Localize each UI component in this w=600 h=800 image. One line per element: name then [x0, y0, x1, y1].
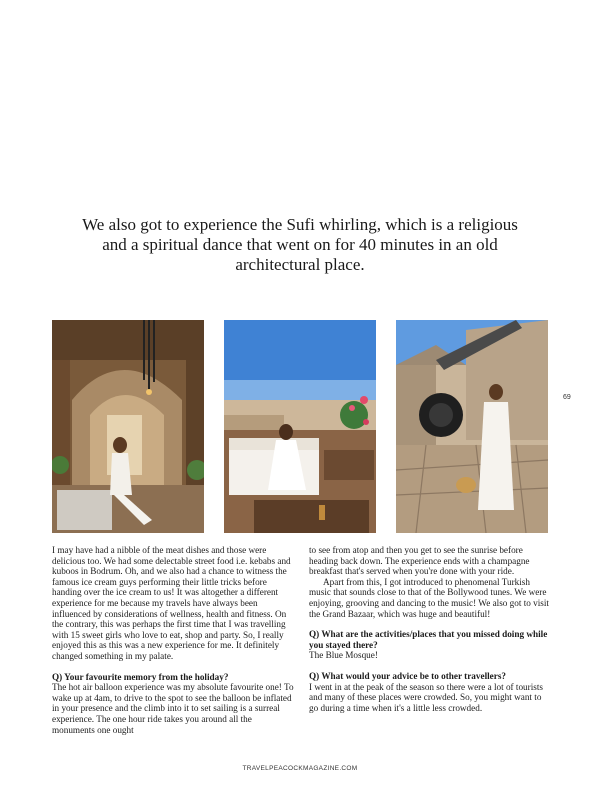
photo-stone-courtyard-chandelier: [52, 320, 204, 533]
footer-website: TRAVELPEACOCKMAGAZINE.COM: [242, 765, 358, 772]
body-paragraph: I may have had a nibble of the meat dishes and those were delicious too. We had some delectable street food i.e. kebabs and kuboos in Bodrum. Oh, and we also had a chance to witness the famous ice cream guys performing their little tricks before handing over the ice cream to us! It was altogether a different experience for me because my travels have always been influenced by considerations of wellness, health and fitness. On the contrary, this was perhaps the first time that I was travelling with 15 sweet girls who love to eat, shop and party. So, I really enjoyed this as this was a new experience for me. It definitely changed something in my palate.: [52, 545, 291, 661]
article-column-left: [52, 545, 295, 735]
page-number: 69: [563, 394, 571, 401]
photo-cave-hotel-stairway: [396, 320, 548, 533]
photo-rooftop-terrace-lounge: [224, 320, 376, 533]
interview-answer: The Blue Mosque!: [309, 650, 378, 661]
interview-question: Q) Your favourite memory from the holiday?: [52, 671, 229, 682]
interview-answer: I went in at the peak of the season so there were a lot of tourists and many of these places were crowded. So, you might want to go during a time when it's a little less crowded.: [309, 681, 543, 713]
body-paragraph: Apart from this, I got introduced to phenomenal Turkish music that sounds close to that of the Bollywood tunes. We were enjoying, grooving and dancing to the music! We also got to visit the Grand Bazaar, which was huge and beautiful!: [309, 576, 549, 619]
interview-answer: The hot air balloon experience was my absolute favourite one! To wake up at 4am, to drive to the spot to see the balloon be inflated in your presence and the climb into it to set sailing is a surreal experience. The one hour ride takes you around all the monuments one ought: [52, 682, 294, 735]
pull-quote: We also got to experience the Sufi whirling, which is a religious and a spiritual dance that went on for 40 minutes in an old architectural place.: [82, 215, 518, 274]
interview-question: Q) What are the activities/places that you missed doing while you stayed there?: [309, 629, 548, 650]
interview-question: Q) What would your advice be to other travellers?: [309, 670, 507, 681]
body-paragraph: to see from atop and then you get to see the sunrise before heading back down. The experience ends with a champagne breakfast that's served when you're done with your ride.: [309, 545, 530, 577]
article-column-right: [309, 545, 552, 713]
